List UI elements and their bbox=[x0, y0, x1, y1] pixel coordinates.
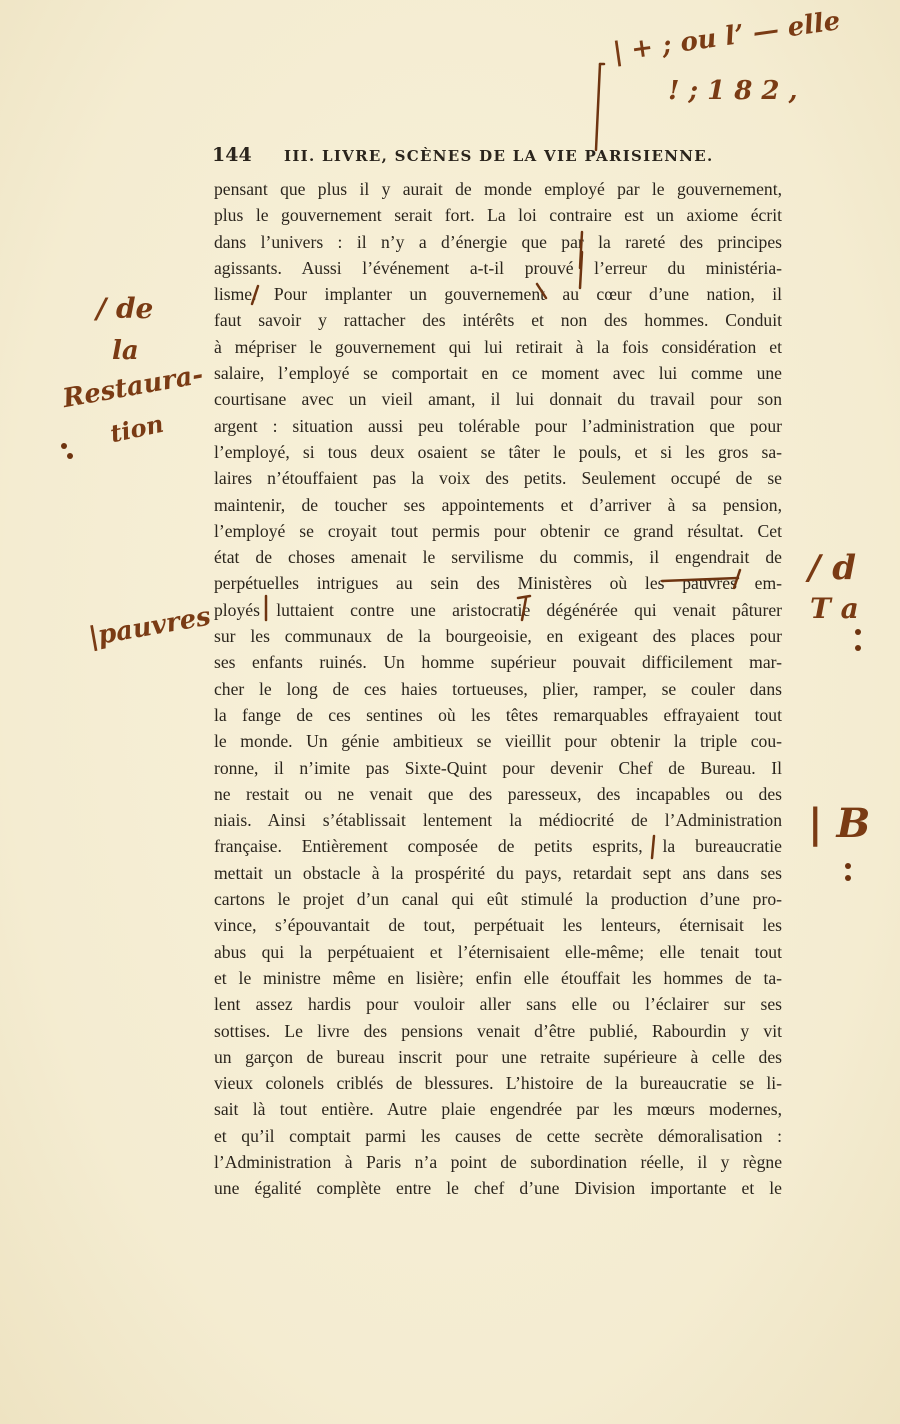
text-line: lent assez hardis pour vouloir aller sans elle ou l’éclairer sur ses bbox=[214, 994, 782, 1015]
annotation-left-2: la bbox=[112, 336, 139, 366]
text-line: l’employé se croyait tout permis pour obtenir ce grand résultat. Cet bbox=[214, 520, 782, 541]
text-line: ronne, il n’imite pas Sixte-Quint pour devenir Chef de Bureau. Il bbox=[214, 757, 782, 778]
ink-dot bbox=[845, 875, 851, 881]
text-line: pensant que plus il y aurait de monde employé par le gouvernement, bbox=[214, 179, 782, 199]
text-line: lisme. Pour implanter un gouvernement au cœur d’une nation, il bbox=[214, 284, 782, 305]
annotation-left-4: tion bbox=[107, 408, 167, 449]
text-line: dans l’univers : il n’y a d’énergie que par la rareté des principes bbox=[214, 231, 782, 252]
ink-dot bbox=[67, 453, 73, 459]
ink-dot bbox=[845, 863, 851, 869]
text-line: vieux colonels criblés de blessures. L’histoire de la bureaucratie se li- bbox=[214, 1073, 782, 1094]
text-line: courtisane avec un vieil amant, il lui donnait du travail pour son bbox=[214, 389, 782, 410]
text-line: laires n’étouffaient pas la voix des petits. Seulement occupé de se bbox=[214, 468, 782, 489]
text-line: sait là tout entière. Autre plaie engendrée par les mœurs modernes, bbox=[214, 1099, 782, 1120]
page-number: 144 bbox=[212, 144, 252, 166]
text-line: état de choses amenait le servilisme du commis, il engendrait de bbox=[214, 547, 782, 568]
text-line: un garçon de bureau inscrit pour une retraite supérieure à celle des bbox=[214, 1046, 782, 1067]
body-text bbox=[214, 176, 782, 1202]
text-line: française. Entièrement composée de petits esprits, la bureaucratie bbox=[214, 836, 782, 857]
text-line: vince, s’épouvantait de tout, perpétuait les lenteurs, éternisait les bbox=[214, 915, 782, 936]
text-line: faut savoir y rattacher des intérêts et non des hommes. Conduit bbox=[214, 310, 782, 331]
text-line: argent : situation aussi peu tolérable pour l’administration que pour bbox=[214, 415, 782, 436]
text-line: abus qui la perpétuaient et l’éternisaient elle-même; elle tenait tout bbox=[214, 941, 782, 962]
text-line: maintenir, de toucher ses appointements et d’arriver à sa pension, bbox=[214, 494, 782, 515]
page-header bbox=[212, 144, 782, 172]
text-line: à mépriser le gouvernement qui lui retirait à la fois considération et bbox=[214, 336, 782, 357]
text-line: une égalité complète entre le chef d’une Division importante et le bbox=[214, 1178, 782, 1199]
ink-dot bbox=[61, 443, 67, 449]
text-line: ployés luttaient contre une aristocratie dégénérée qui venait pâturer bbox=[214, 599, 782, 620]
text-line: plus le gouvernement serait fort. La loi contraire est un axiome écrit bbox=[214, 205, 782, 226]
text-line: salaire, l’employé se comportait en ce moment avec lui comme une bbox=[214, 363, 782, 384]
text-line: l’Administration à Paris n’a point de subordination réelle, il y règne bbox=[214, 1151, 782, 1172]
text-line: l’employé, si tous deux osaient se tâter le pouls, et si les gros sa- bbox=[214, 441, 782, 462]
text-line: et le ministre même en lisière; enfin elle étouffait les hommes de ta- bbox=[214, 967, 782, 988]
text-line: sottises. Le livre des pensions venait d’être publié, Rabourdin y vit bbox=[214, 1020, 782, 1041]
annotation-right-3: | B bbox=[808, 800, 871, 847]
annotation-left-5: |pauvres bbox=[86, 601, 214, 653]
margin-bar-top bbox=[596, 64, 600, 150]
annotation-right-1: / d bbox=[808, 548, 857, 588]
annotation-left-3: Restaura- bbox=[60, 359, 206, 415]
text-line: la fange de ces sentines où les têtes remarquables effrayaient tout bbox=[214, 704, 782, 725]
text-line: le monde. Un génie ambitieux se vieillit pour obtenir la triple cou- bbox=[214, 731, 782, 752]
ink-dot bbox=[855, 645, 861, 651]
annotation-right-2: T a bbox=[810, 592, 859, 625]
text-line: sur les communaux de la bourgeoisie, en exigeant des places pour bbox=[214, 626, 782, 647]
text-line: ses enfants ruinés. Un homme supérieur pouvait difficilement mar- bbox=[214, 652, 782, 673]
annotation-top-right-2: ! ; 1 8 2 , bbox=[668, 76, 798, 106]
text-line: niais. Ainsi s’établissait lentement la médiocrité de l’Administration bbox=[214, 810, 782, 831]
annotation-left-1: / de bbox=[96, 292, 154, 325]
annotation-top-right: | + ; ou l’ — elle bbox=[611, 6, 843, 68]
ink-dot bbox=[855, 629, 861, 635]
text-line: perpétuelles intrigues au sein des Ministères où les pauvres em- bbox=[214, 573, 782, 594]
text-line: cartons le projet d’un canal qui eût stimulé la production d’une pro- bbox=[214, 889, 782, 910]
text-line: cher le long de ces haies tortueuses, plier, ramper, se couler dans bbox=[214, 678, 782, 699]
running-title: III. LIVRE, SCÈNES DE LA VIE PARISIENNE. bbox=[284, 147, 714, 165]
text-line: mettait un obstacle à la prospérité du pays, retardait sept ans dans ses bbox=[214, 862, 782, 883]
text-line: agissants. Aussi l’événement a-t-il prouvé l’erreur du ministéria- bbox=[214, 257, 782, 278]
text-line: ne restait ou ne venait que des paresseux, des incapables ou des bbox=[214, 783, 782, 804]
text-line: et qu’il comptait parmi les causes de cette secrète démoralisation : bbox=[214, 1125, 782, 1146]
